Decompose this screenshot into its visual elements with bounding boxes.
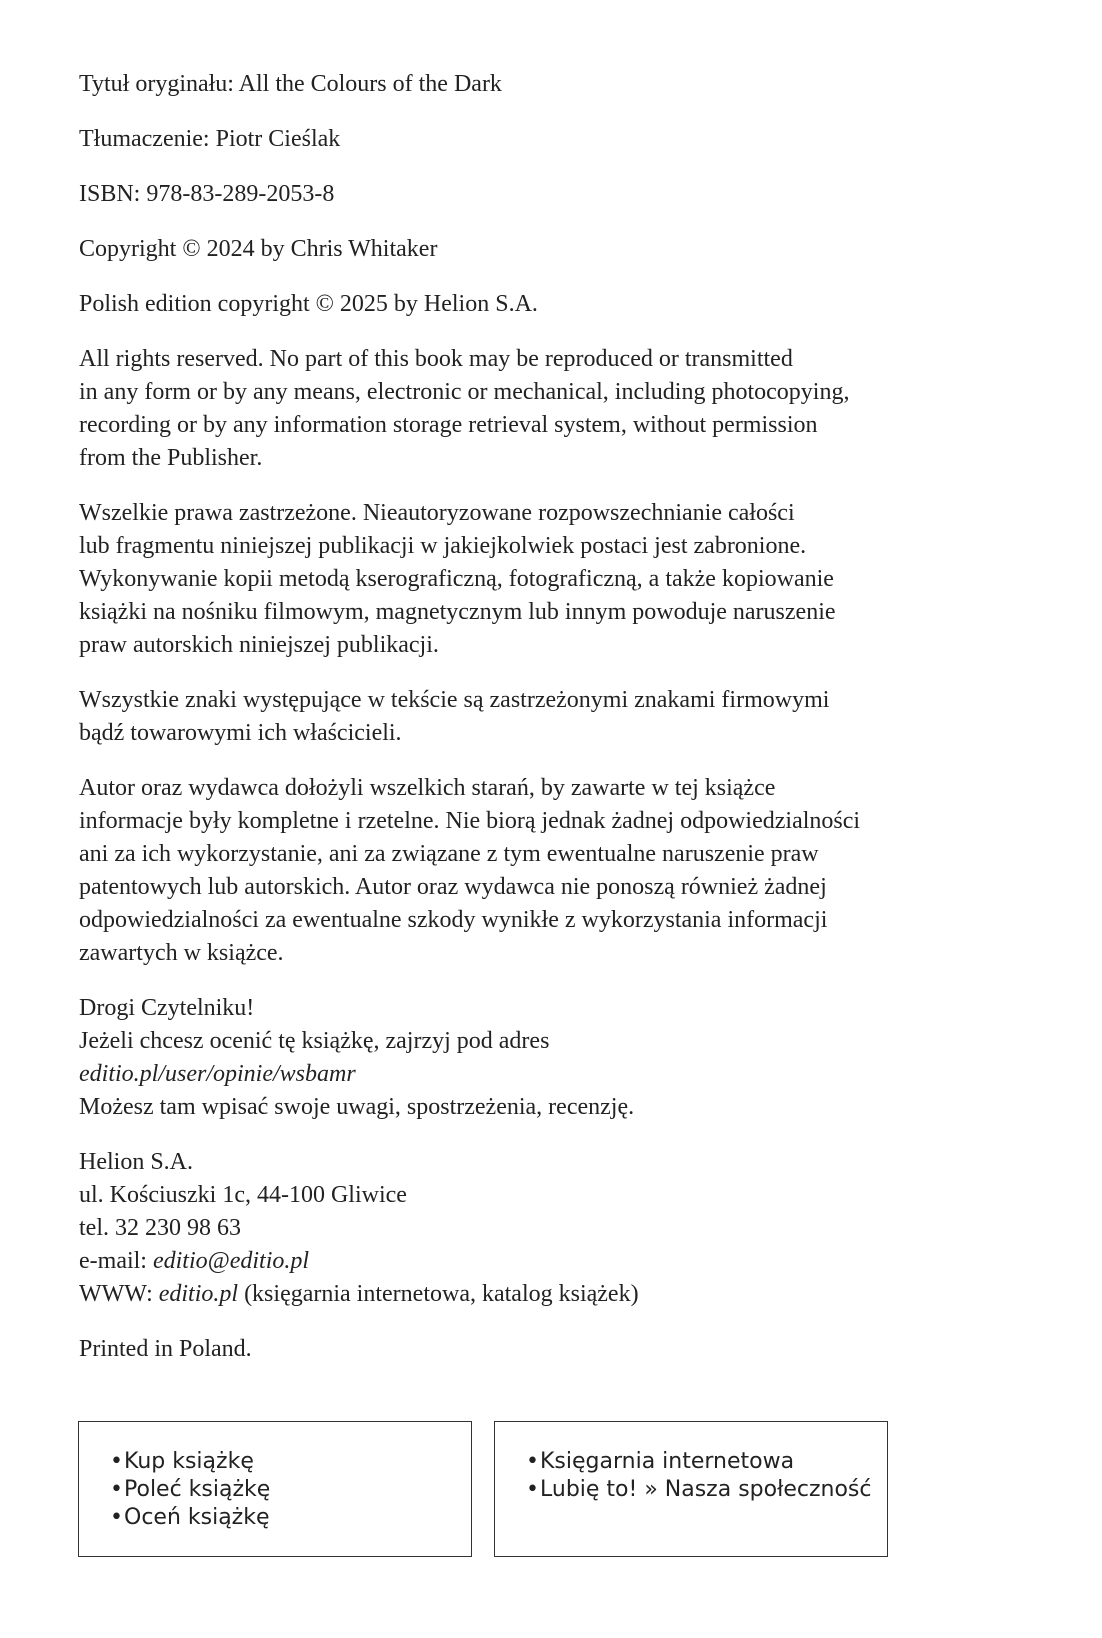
- buy-book-link[interactable]: [110, 1448, 471, 1476]
- publisher-name: Helion S.A.: [79, 1149, 193, 1175]
- rights-polish-line: Wykonywanie kopii metodą kserograficzną, fotograficzną, a także kopiowanie: [79, 566, 834, 592]
- recommend-book-label: Poleć książkę: [124, 1477, 271, 1502]
- rights-polish: [79, 497, 1029, 662]
- translator: Tłumaczenie: Piotr Cieślak: [79, 126, 341, 152]
- publisher-phone: tel. 32 230 98 63: [79, 1215, 241, 1241]
- polish-copyright: Polish edition copyright © 2025 by Helion S.A.: [79, 291, 538, 317]
- bullet: •: [526, 1449, 539, 1474]
- rights-polish-line: lub fragmentu niniejszej publikacji w jakiejkolwiek postaci jest zabronione.: [79, 533, 807, 559]
- rights-polish-line: praw autorskich niniejszej publikacji.: [79, 632, 439, 658]
- publisher-info: [79, 1146, 1029, 1311]
- isbn: ISBN: 978-83-289-2053-8: [79, 181, 335, 207]
- online-bookstore-link[interactable]: [526, 1448, 887, 1476]
- rights-english-line: in any form or by any means, electronic or mechanical, including photocopying,: [79, 379, 850, 405]
- original-title: Tytuł oryginału: All the Colours of the Dark: [79, 71, 502, 97]
- disclaimer-line: zawartych w książce.: [79, 940, 284, 966]
- publisher-www-row: [79, 1278, 1029, 1311]
- disclaimer-line: ani za ich wykorzystanie, ani za związane z tym ewentualne naruszenie praw: [79, 841, 819, 867]
- www-link[interactable]: editio.pl: [158, 1281, 239, 1307]
- publisher-email-row: [79, 1245, 1029, 1278]
- reader-feedback-note: Możesz tam wpisać swoje uwagi, spostrzeżenia, recenzję.: [79, 1094, 635, 1120]
- reader-greeting: Drogi Czytelniku!: [79, 995, 255, 1021]
- online-bookstore-label: Księgarnia internetowa: [540, 1449, 795, 1474]
- www-label: WWW:: [79, 1281, 159, 1307]
- bullet: •: [110, 1505, 123, 1530]
- rights-polish-line: książki na nośniku filmowym, magnetycznym lub innym powoduje naruszenie: [79, 599, 836, 625]
- disclaimer-line: Autor oraz wydawca dołożyli wszelkich starań, by zawarte w tej książce: [79, 775, 776, 801]
- rate-book-label: Oceń książkę: [124, 1505, 270, 1530]
- email-label: e-mail:: [79, 1248, 153, 1274]
- rights-polish-line: Wszelkie prawa zastrzeżone. Nieautoryzowane rozpowszechnianie całości: [79, 500, 795, 526]
- www-note: (księgarnia internetowa, katalog książek): [238, 1281, 639, 1307]
- publisher-address: ul. Kościuszki 1c, 44-100 Gliwice: [79, 1182, 407, 1208]
- trademarks-line: Wszystkie znaki występujące w tekście są zastrzeżonymi znakami firmowymi: [79, 687, 830, 713]
- store-links-box: [494, 1421, 888, 1557]
- rights-english: [79, 343, 1029, 475]
- link-boxes: [78, 1421, 888, 1560]
- email-link[interactable]: editio@editio.pl: [152, 1248, 310, 1274]
- rights-english-line: recording or by any information storage retrieval system, without permission: [79, 412, 818, 438]
- reader-prompt: Jeżeli chcesz ocenić tę książkę, zajrzyj pod adres: [79, 1028, 550, 1054]
- bullet: •: [526, 1477, 539, 1502]
- disclaimer: [79, 772, 1029, 970]
- rights-english-line: All rights reserved. No part of this book may be reproduced or transmitted: [79, 346, 793, 372]
- disclaimer-line: patentowych lub autorskich. Autor oraz wydawca nie ponoszą również żadnej: [79, 874, 827, 900]
- bullet: •: [110, 1449, 123, 1474]
- buy-book-label: Kup książkę: [124, 1449, 254, 1474]
- copyright: Copyright © 2024 by Chris Whitaker: [79, 236, 438, 262]
- rights-english-line: from the Publisher.: [79, 445, 263, 471]
- disclaimer-line: informacje były kompletne i rzetelne. Nie biorą jednak żadnej odpowiedzialności: [79, 808, 861, 834]
- recommend-book-link[interactable]: [110, 1476, 471, 1504]
- disclaimer-line: odpowiedzialności za ewentualne szkody wynikłe z wykorzystania informacji: [79, 907, 828, 933]
- rate-book-link[interactable]: [110, 1504, 471, 1532]
- community-label: Lubię to! » Nasza społeczność: [540, 1477, 872, 1502]
- review-url-link[interactable]: editio.pl/user/opinie/wsbamr: [79, 1061, 356, 1087]
- trademarks-line: bądź towarowymi ich właścicieli.: [79, 720, 402, 746]
- reader-note: [79, 992, 1029, 1124]
- community-link[interactable]: [526, 1476, 887, 1504]
- bullet: •: [110, 1477, 123, 1502]
- colophon-page: [79, 68, 1029, 1388]
- printed-in: Printed in Poland.: [79, 1336, 252, 1362]
- book-actions-box: [78, 1421, 472, 1557]
- trademarks-notice: [79, 684, 1029, 750]
